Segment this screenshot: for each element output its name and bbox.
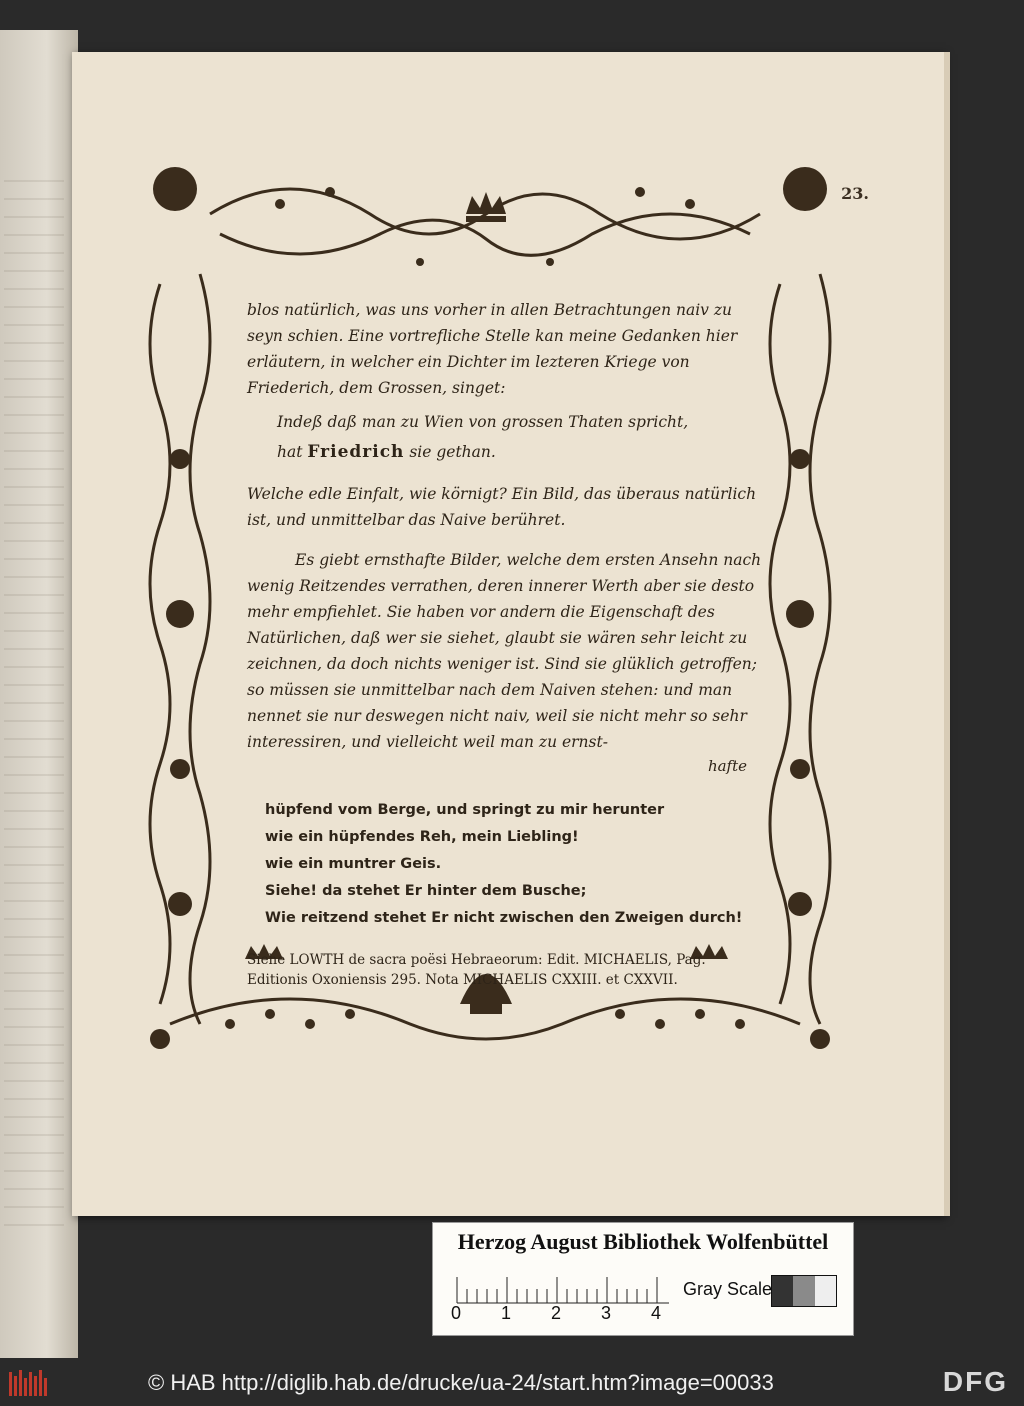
ruler-number: 2 xyxy=(551,1303,562,1323)
gray-swatch-dark xyxy=(772,1276,793,1306)
footnote-verse xyxy=(265,797,767,932)
page-text xyxy=(247,297,767,990)
quote-line-2-suffix: sie gethan. xyxy=(409,443,496,461)
paragraph-2: Welche edle Einfalt, wie körnigt? Ein Bild, das überaus natürlich ist, und unmittelbar das Naive berühret. xyxy=(247,485,757,529)
copyright-url: © HAB http://diglib.hab.de/drucke/ua-24/start.htm?image=00033 xyxy=(148,1370,774,1395)
verse-line: wie ein hüpfendes Reh, mein Liebling! xyxy=(265,829,579,845)
book-page xyxy=(72,52,944,1216)
gray-scale-label: Gray Scale xyxy=(683,1279,773,1299)
verse-line: Siehe! da stehet Er hinter dem Busche; xyxy=(265,883,587,899)
catchword: hafte xyxy=(707,757,747,775)
paragraph-3: Es giebt ernsthafte Bilder, welche dem ersten Ansehn nach wenig Reitzendes verrathen, deren innerer Werth aber sie desto mehr empfiehlet. Sie haben vor andern die Eigenschaft des Natürlichen, daß wer sie siehet, glaubt sie wären sehr leicht zu zeichnen, da doch nichts weniger ist. Sind sie glüklich getroffen; so müssen sie unmittelbar nach dem Naiven stehen: und man nennet sie nur deswegen nicht naiv, weil sie nicht mehr so sehr interessiren, und vielleicht weil man zu ernst- xyxy=(247,551,762,751)
quote-line-2-prefix: hat xyxy=(277,443,303,461)
quote-line-2-emphasis: Friedrich xyxy=(307,442,405,462)
ruler-number: 3 xyxy=(601,1303,612,1323)
ruler-numbers xyxy=(451,1303,691,1327)
page-number: 23. xyxy=(841,184,869,203)
facing-page-edge xyxy=(0,30,78,1358)
footer-bar xyxy=(0,1360,1024,1406)
verse-line: hüpfend vom Berge, und springt zu mir herunter xyxy=(265,802,665,818)
ruler-number: 4 xyxy=(651,1303,662,1323)
verse-line: Wie reitzend stehet Er nicht zwischen den Zweigen durch! xyxy=(265,910,743,926)
verse-line: wie ein muntrer Geis. xyxy=(265,856,442,872)
ruler-number: 1 xyxy=(501,1303,512,1323)
library-name: Herzog August Bibliothek Wolfenbüttel xyxy=(457,1229,829,1254)
facing-page-text-bleed xyxy=(4,180,64,1230)
poem-quote xyxy=(277,407,767,467)
hab-logo-icon xyxy=(8,1368,48,1398)
gray-swatch-mid xyxy=(793,1276,814,1306)
citation: Siehe LOWTH de sacra poësi Hebraeorum: Edit. MICHAELIS, Pag. Editionis Oxoniensis 295. Nota MICHAELIS CXXIII. et CXXVII. xyxy=(247,952,706,988)
ruler-number: 0 xyxy=(451,1303,462,1323)
ruler-scale xyxy=(453,1275,673,1305)
gray-scale-swatches xyxy=(771,1275,837,1307)
paragraph-1: blos natürlich, was uns vorher in allen Betrachtungen naiv zu seyn schien. Eine vortrefliche Stelle kan meine Gedanken hier erläutern, in welcher ein Dichter im lezteren Kriege von Friederich, dem Grossen, singet: xyxy=(247,301,738,397)
quote-line-2 xyxy=(277,437,767,467)
quote-line-1: Indeß daß man zu Wien von grossen Thaten spricht, xyxy=(277,413,689,431)
library-label-card xyxy=(432,1222,854,1336)
dfg-logo: DFG xyxy=(942,1366,1008,1397)
gray-swatch-light xyxy=(815,1276,836,1306)
